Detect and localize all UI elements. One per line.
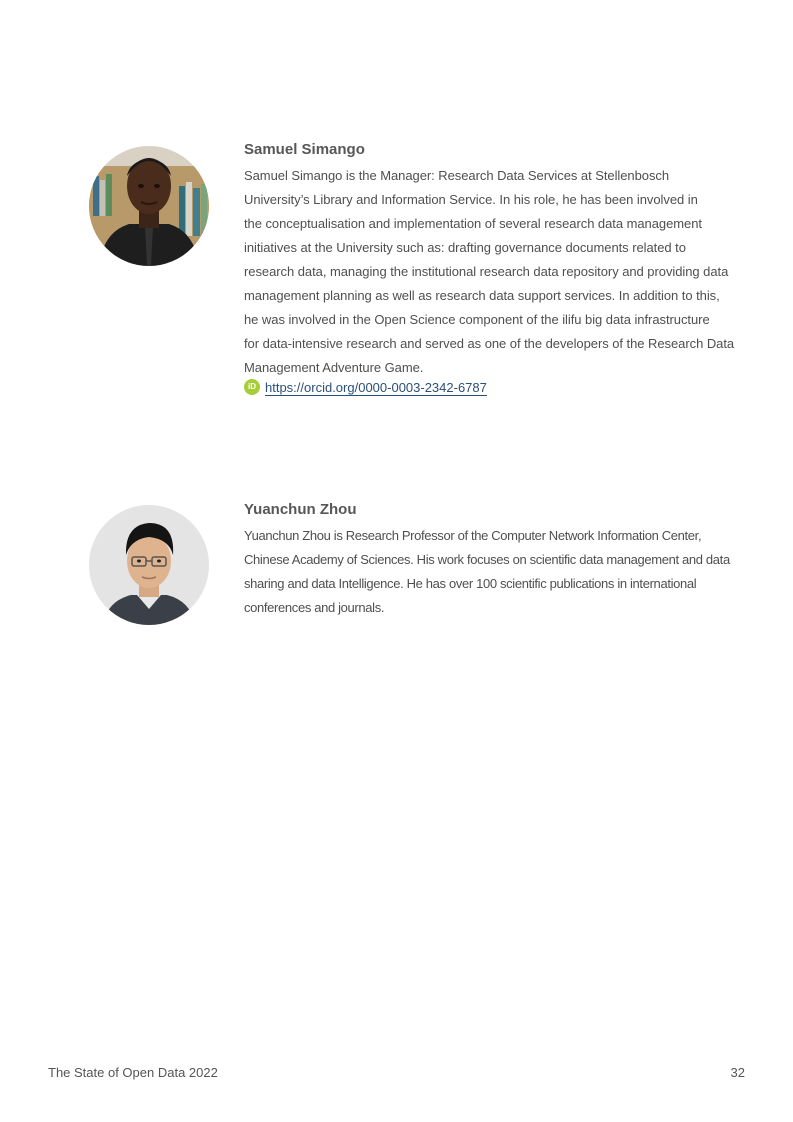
person-name: Yuanchun Zhou [244,501,357,518]
bio-line: Samuel Simango is the Manager: Research Data Services at Stellenbosch [244,168,670,183]
bio-line: Chinese Academy of Sciences. His work focuses on scientific data management and data [244,552,730,567]
bio-line: for data-intensive research and served as one of the developers of the Research Data [244,336,735,351]
bio-line: sharing and data Intelligence. He has over 100 scientific publications in international [244,576,697,591]
bio-line: initiatives at the University such as: drafting governance documents related to [244,240,686,255]
person-name: Samuel Simango [244,141,365,158]
portrait-photo [89,146,209,266]
footer-title: The State of Open Data 2022 [48,1065,218,1080]
page-number: 32 [730,1065,745,1080]
orcid-row [244,380,750,396]
bio-line: University’s Library and Information Service. In his role, he has been involved in [244,192,698,207]
bio-line: management planning as well as research data support services. In addition to this, [244,288,720,303]
bio-text [244,500,750,620]
avatar [89,505,209,625]
bio-line: Yuanchun Zhou is Research Professor of the Computer Network Information Center, [244,528,702,543]
bio-line: research data, managing the institutional research data repository and providing data [244,264,729,279]
portrait-photo [89,505,209,625]
orcid-icon: iD [244,379,260,395]
bio-line: Management Adventure Game. [244,360,424,375]
avatar [89,146,209,266]
orcid-link[interactable]: https://orcid.org/0000-0003-2342-6787 [265,379,487,395]
bio-line: he was involved in the Open Science component of the ilifu big data infrastructure [244,312,710,327]
bio-line: conferences and journals. [244,600,385,615]
bio-paragraph [244,524,750,620]
bio-paragraph [244,164,750,380]
bio-line: the conceptualisation and implementation of several research data management [244,216,702,231]
bio-text [244,140,750,396]
